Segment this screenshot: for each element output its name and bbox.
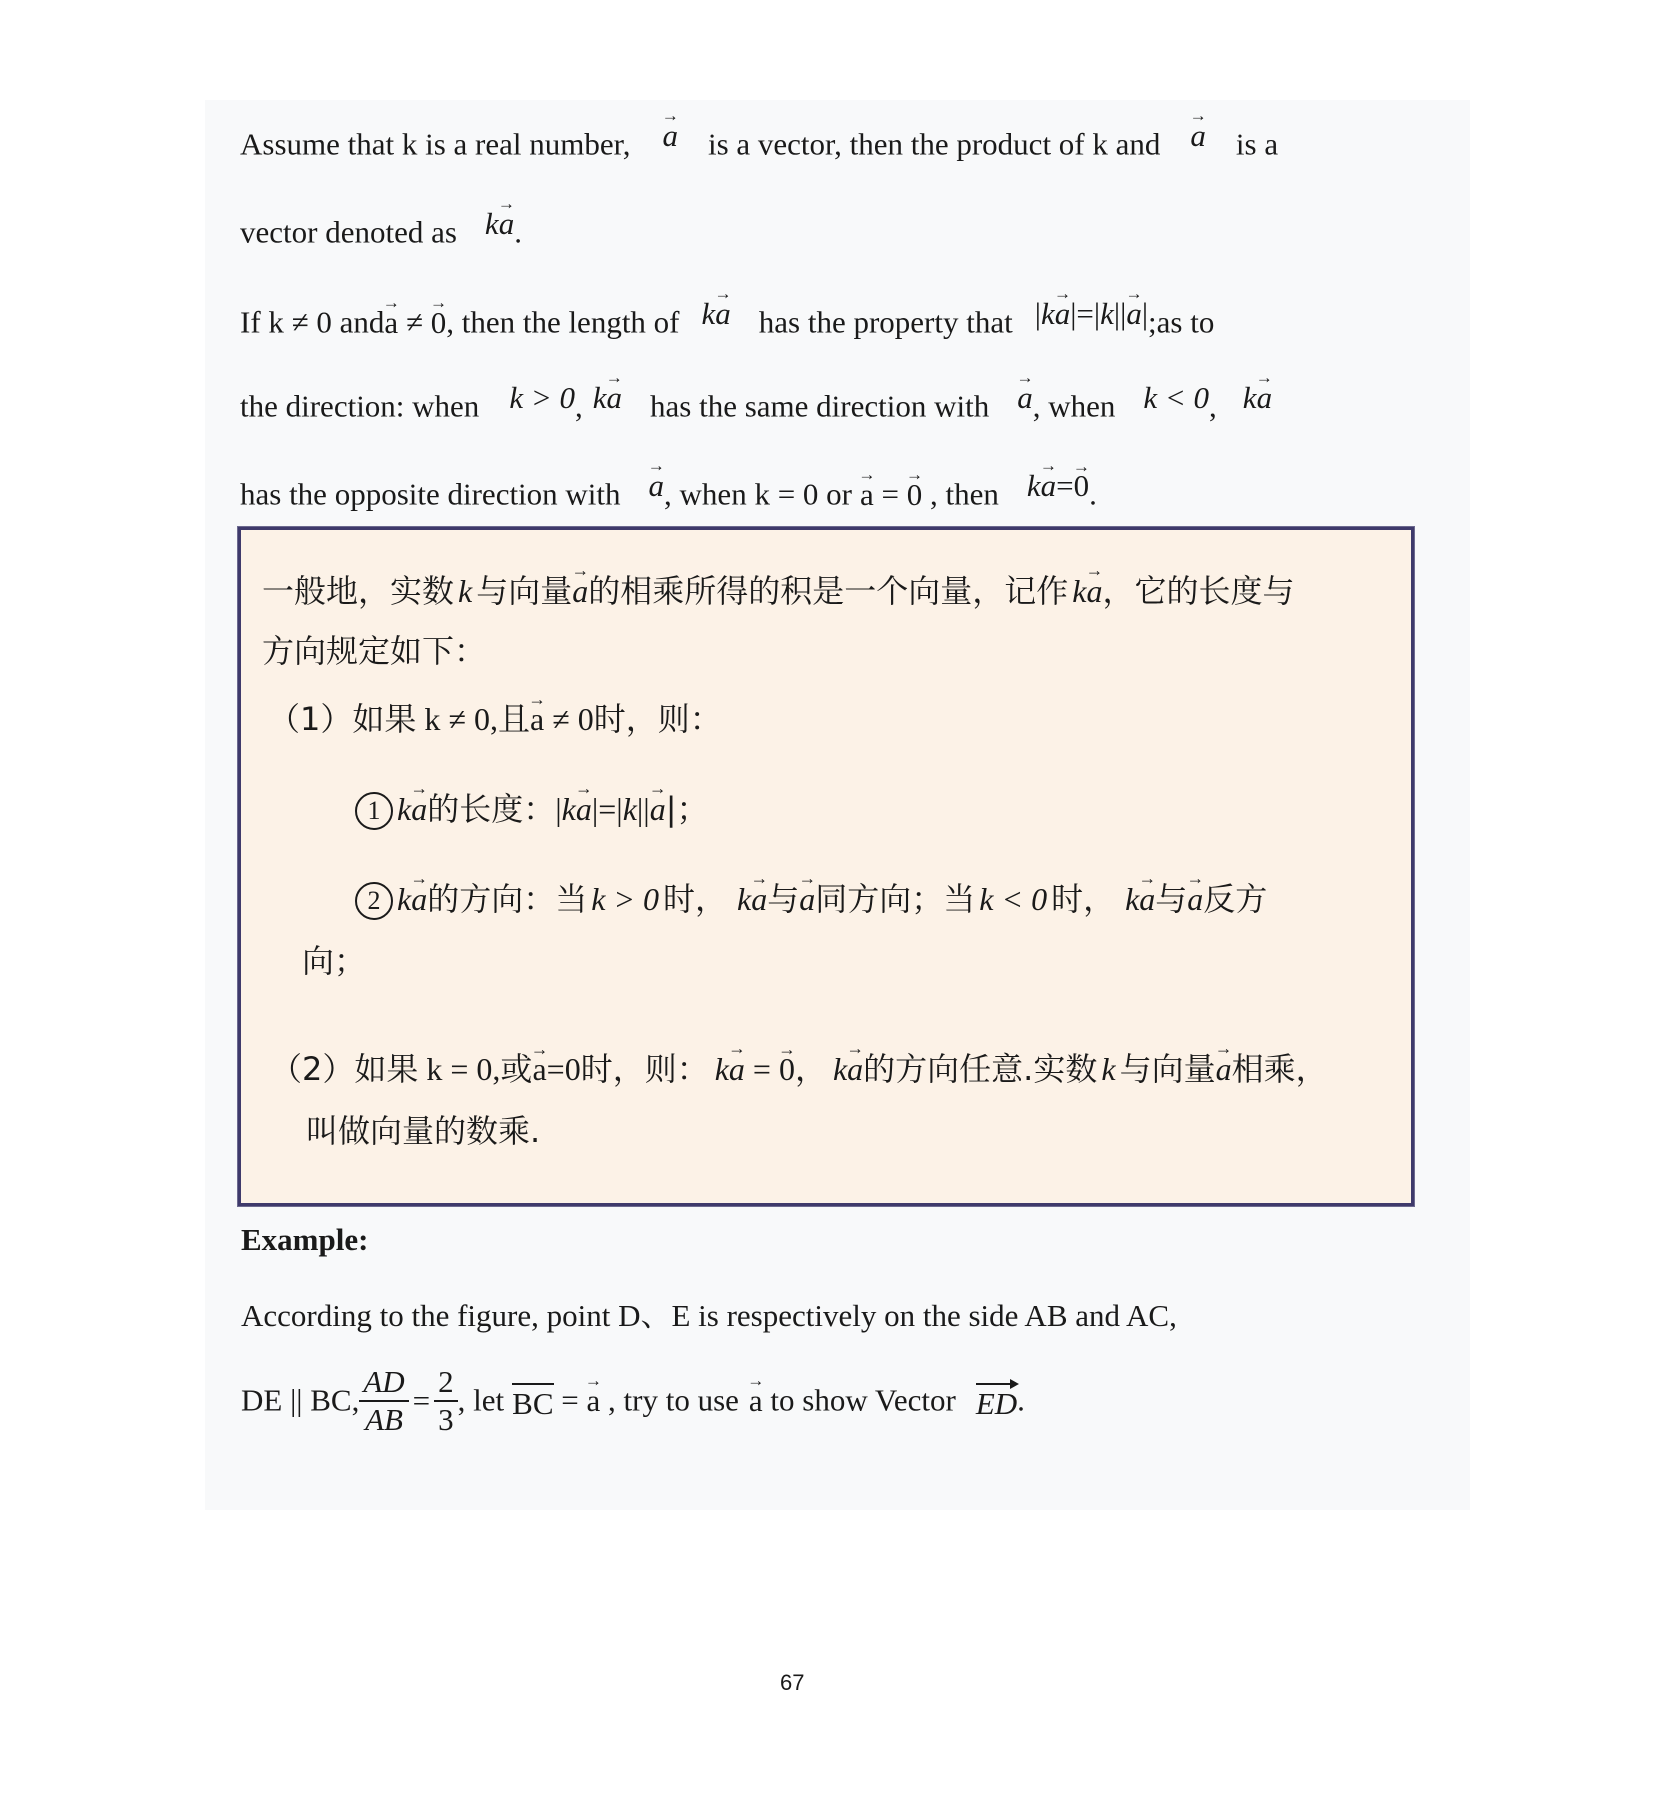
scalar-k: k — [622, 791, 637, 827]
vector-a: → a — [1190, 118, 1206, 154]
text-segment: 向； — [302, 942, 367, 980]
vector-a: → a — [384, 305, 398, 341]
text-segment: 或 — [500, 1050, 533, 1088]
text-segment: = — [873, 476, 907, 512]
box-line-1 — [262, 566, 1294, 612]
text-segment: 与向量 — [1119, 1050, 1216, 1088]
scalar-k: k — [397, 881, 412, 917]
text-segment: | — [555, 791, 562, 827]
text-segment: is a vector, then the product of k and — [707, 126, 1161, 162]
vector-a: → a — [1126, 296, 1142, 332]
text-segment: 的相乘所得的积是一个向量，记作 — [588, 572, 1069, 610]
denominator: 3 — [438, 1401, 454, 1437]
text-segment: 相乘， — [1231, 1050, 1328, 1088]
text-segment: 一般地，实数 — [262, 572, 455, 610]
property-line-3 — [240, 468, 1097, 513]
vector-a: → a — [860, 477, 874, 513]
property-line-2 — [240, 380, 1272, 425]
text-segment: , then — [922, 476, 999, 512]
vector-a: → a — [607, 380, 623, 416]
text-segment: has the same direction with — [650, 388, 990, 424]
text-segment: |=| — [591, 791, 623, 827]
text-segment: | — [1141, 296, 1149, 331]
vector-a: → a — [1187, 881, 1203, 918]
text-segment: , when k = 0 or — [664, 476, 852, 512]
text-segment: 的方向：当 — [427, 880, 588, 918]
text-segment: |； — [665, 790, 709, 828]
scalar-k: k — [484, 206, 499, 241]
condition-k-positive: k > 0 — [591, 881, 660, 917]
text-segment: 反方 — [1203, 880, 1268, 918]
zero-vector: → 0 — [907, 477, 923, 513]
text-segment: . — [514, 214, 522, 250]
text-segment: ≠ — [398, 304, 431, 340]
scalar-k: k — [592, 380, 607, 415]
vector-a: → a — [1139, 881, 1155, 918]
numerator: AD — [359, 1364, 408, 1402]
page-number: 67 — [780, 1670, 805, 1695]
scalar-k: k — [561, 791, 576, 827]
text-segment: , let — [457, 1382, 505, 1418]
vector-a: → a — [715, 296, 731, 332]
text-segment: ， — [794, 1050, 827, 1088]
definition-line-1 — [240, 118, 1278, 163]
vector-a: → a — [411, 791, 427, 828]
example-line-1: According to the figure, point D、E is respectively on the side AB and AC, — [241, 1298, 1177, 1333]
denominator: AB — [365, 1401, 403, 1437]
condition: ≠ 0 — [544, 701, 594, 737]
zero-vector: → 0 — [431, 305, 447, 341]
text-segment: 叫做向量的数乘. — [306, 1112, 541, 1150]
text-segment: || — [636, 791, 650, 827]
box-rule-1-heading — [268, 694, 722, 740]
text-segment: || — [1113, 296, 1127, 331]
text-segment: 的方向任意.实数 — [863, 1050, 1098, 1088]
scalar-k: k — [701, 296, 716, 331]
scalar-k: k — [714, 1051, 729, 1087]
text-segment: to show Vector — [762, 1382, 956, 1418]
fraction-two-thirds — [434, 1364, 458, 1437]
text-segment: , — [575, 388, 583, 424]
box-line-2 — [262, 626, 486, 672]
text-segment: , — [1209, 388, 1217, 424]
vector-a: → a — [532, 1051, 546, 1088]
text-segment: Assume that k is a real number, — [240, 126, 631, 162]
vector-a: → a — [1041, 468, 1057, 504]
vector-a: → a — [499, 206, 515, 242]
vector-a: → a — [587, 1383, 601, 1419]
scalar-k: k — [832, 1051, 848, 1087]
scalar-k: k — [1072, 573, 1087, 609]
text-segment: 同方向；当 — [815, 880, 976, 918]
vector-a: → a — [530, 701, 544, 738]
text-segment: , then the length of — [446, 304, 680, 340]
condition-k-negative: k < 0 — [1143, 380, 1210, 415]
text-segment: 时，则： — [580, 1050, 709, 1088]
condition-k-negative: k < 0 — [979, 881, 1048, 917]
text-segment: （1）如果 — [268, 700, 417, 738]
vector-a: → a — [662, 118, 678, 154]
scalar-k: k — [1101, 1051, 1116, 1087]
vector-a: → a — [411, 881, 427, 918]
vector-a: → a — [650, 791, 666, 828]
text-segment: , try to use — [600, 1382, 739, 1418]
text-segment: . — [1089, 476, 1097, 512]
text-segment: 方向规定如下： — [262, 632, 487, 670]
property-line-1 — [240, 296, 1214, 341]
text-segment: 且 — [497, 700, 530, 738]
vector-a: → a — [749, 1383, 763, 1419]
text-segment: , when — [1032, 388, 1116, 424]
vector-a: → a — [1017, 380, 1033, 416]
box-rule-1-direction — [355, 874, 1267, 920]
text-segment: 时， — [663, 880, 728, 918]
text-segment: has the property that — [758, 304, 1013, 340]
text-segment: | — [1034, 296, 1041, 331]
text-segment: |=| — [1070, 296, 1101, 331]
text-segment: = — [553, 1382, 587, 1418]
fraction-ad-ab — [359, 1364, 408, 1437]
vector-a: → a — [576, 791, 592, 828]
scalar-k: k — [458, 573, 473, 609]
scalar-k: k — [1040, 296, 1055, 331]
box-rule-1-length — [355, 784, 709, 830]
text-segment: . — [1017, 1382, 1025, 1418]
box-rule-2 — [270, 1044, 1328, 1090]
text-segment: 与 — [1155, 880, 1188, 918]
scalar-k: k — [1125, 881, 1140, 917]
text-segment: 与 — [767, 880, 800, 918]
vector-a: → a — [649, 468, 665, 504]
condition: k ≠ 0, — [424, 701, 498, 737]
box-rule-1-direction-cont — [302, 936, 366, 982]
text-segment: = — [1056, 468, 1074, 503]
zero-vector: → 0 — [779, 1051, 795, 1088]
example-line-2 — [241, 1364, 1025, 1437]
text-segment: If k ≠ 0 and — [240, 304, 385, 340]
text-segment: （2）如果 — [270, 1050, 419, 1088]
vector-a: → a — [847, 1051, 863, 1088]
scalar-k: k — [737, 881, 752, 917]
example-heading: Example: — [241, 1222, 369, 1257]
circled-number: 2 — [355, 882, 393, 920]
vector-a: → a — [1257, 380, 1273, 416]
text-segment: 的长度： — [427, 790, 556, 828]
vector-a: → a — [1055, 296, 1071, 332]
vector-a: → a — [799, 881, 815, 918]
text-segment: 与向量 — [476, 572, 573, 610]
condition-k-positive: k > 0 — [509, 380, 575, 415]
vector-a: → a — [1086, 573, 1102, 610]
vector-a: → a — [572, 573, 588, 610]
text-segment: the direction: when — [240, 388, 480, 424]
text-segment: is a — [1235, 126, 1279, 162]
text-segment: DE || BC, — [241, 1382, 360, 1418]
zero-vector: → 0 — [1074, 468, 1090, 504]
text-segment: 时，则： — [593, 700, 722, 738]
zero-result — [1027, 468, 1089, 503]
vector-a: → a — [751, 881, 767, 918]
scalar-k: k — [397, 791, 412, 827]
text-segment: ，它的长度与 — [1102, 572, 1295, 610]
numerator: 2 — [434, 1364, 458, 1402]
text-segment: ;as to — [1148, 304, 1215, 340]
condition: =0 — [546, 1051, 581, 1087]
scalar-k: k — [1026, 468, 1041, 503]
condition: k = 0, — [426, 1051, 501, 1087]
vector-ed: ED — [976, 1383, 1017, 1419]
definition-line-2 — [240, 206, 522, 251]
text-segment: vector denoted as — [240, 214, 457, 250]
text-segment: has the opposite direction with — [240, 476, 621, 512]
scalar-k: k — [1242, 380, 1257, 415]
text-segment: = — [744, 1051, 779, 1087]
box-rule-2-cont — [306, 1106, 540, 1152]
vector-a: → a — [729, 1051, 745, 1088]
text-segment: = — [412, 1382, 431, 1418]
text-segment: 时， — [1051, 880, 1116, 918]
scalar-k: k — [1100, 296, 1114, 331]
vector-a: → a — [1216, 1051, 1232, 1088]
vector-bc: BC — [512, 1383, 553, 1419]
circled-number: 1 — [355, 792, 393, 830]
length-formula — [1035, 296, 1148, 331]
